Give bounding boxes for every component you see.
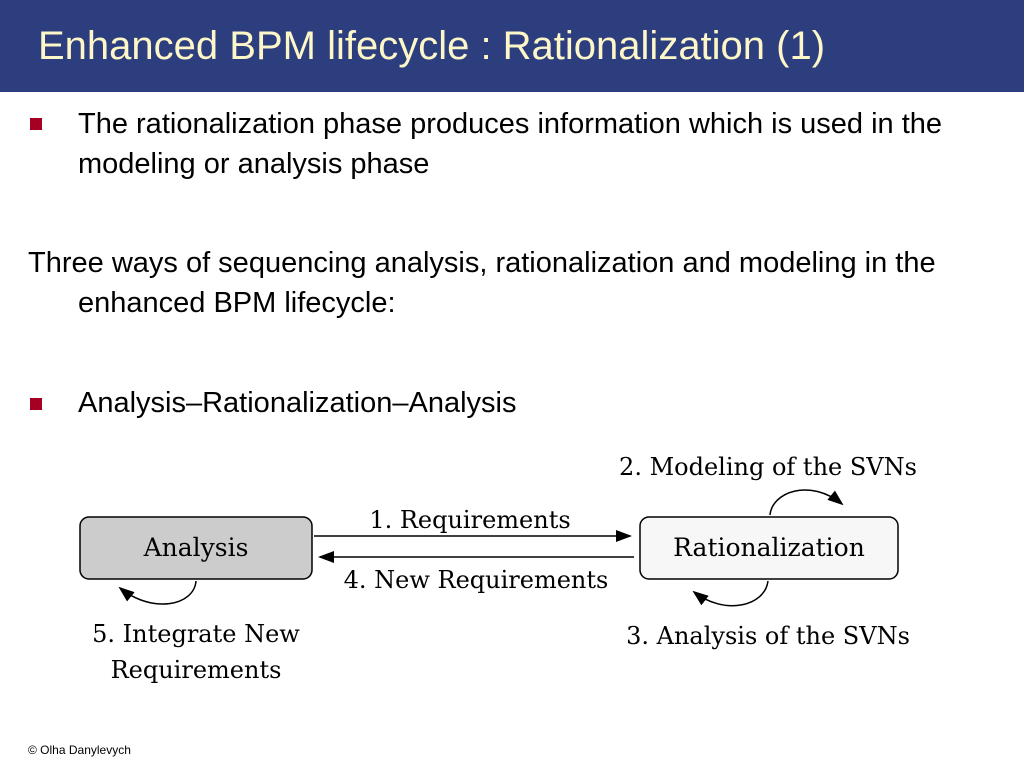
edge-analysis-svn-label: 3. Analysis of the SVNs bbox=[626, 622, 910, 650]
edge-modeling-loop bbox=[770, 490, 842, 515]
edge-requirements-label: 1. Requirements bbox=[369, 506, 571, 534]
lifecycle-diagram bbox=[0, 440, 1024, 700]
paragraph-three-ways: Three ways of sequencing analysis, rationalization and modeling in the enhanced BPM lifecycle: bbox=[28, 247, 936, 319]
edge-integrate-label-line2: Requirements bbox=[110, 656, 282, 684]
bullet-marker bbox=[30, 398, 42, 410]
slide-title: Enhanced BPM lifecycle : Rationalization (1) bbox=[38, 24, 826, 68]
bullet-text-rationalization-phase: The rationalization phase produces information which is used in the modeling or analysis phase bbox=[78, 108, 943, 180]
rationalization-label: Rationalization bbox=[673, 533, 865, 562]
edge-new-requirements-label: 4. New Requirements bbox=[343, 566, 609, 594]
bullet-marker bbox=[30, 118, 42, 130]
edge-analysis-svn-loop bbox=[694, 581, 768, 606]
edge-integrate-loop bbox=[120, 581, 196, 604]
edge-integrate-label-line1: 5. Integrate New bbox=[92, 620, 300, 648]
title-bar bbox=[0, 0, 1024, 92]
copyright-footer: © Olha Danylevych bbox=[28, 743, 131, 757]
bullet-text-sequence: Analysis–Rationalization–Analysis bbox=[78, 387, 517, 419]
edge-modeling-label: 2. Modeling of the SVNs bbox=[619, 453, 917, 481]
analysis-label: Analysis bbox=[143, 533, 249, 562]
